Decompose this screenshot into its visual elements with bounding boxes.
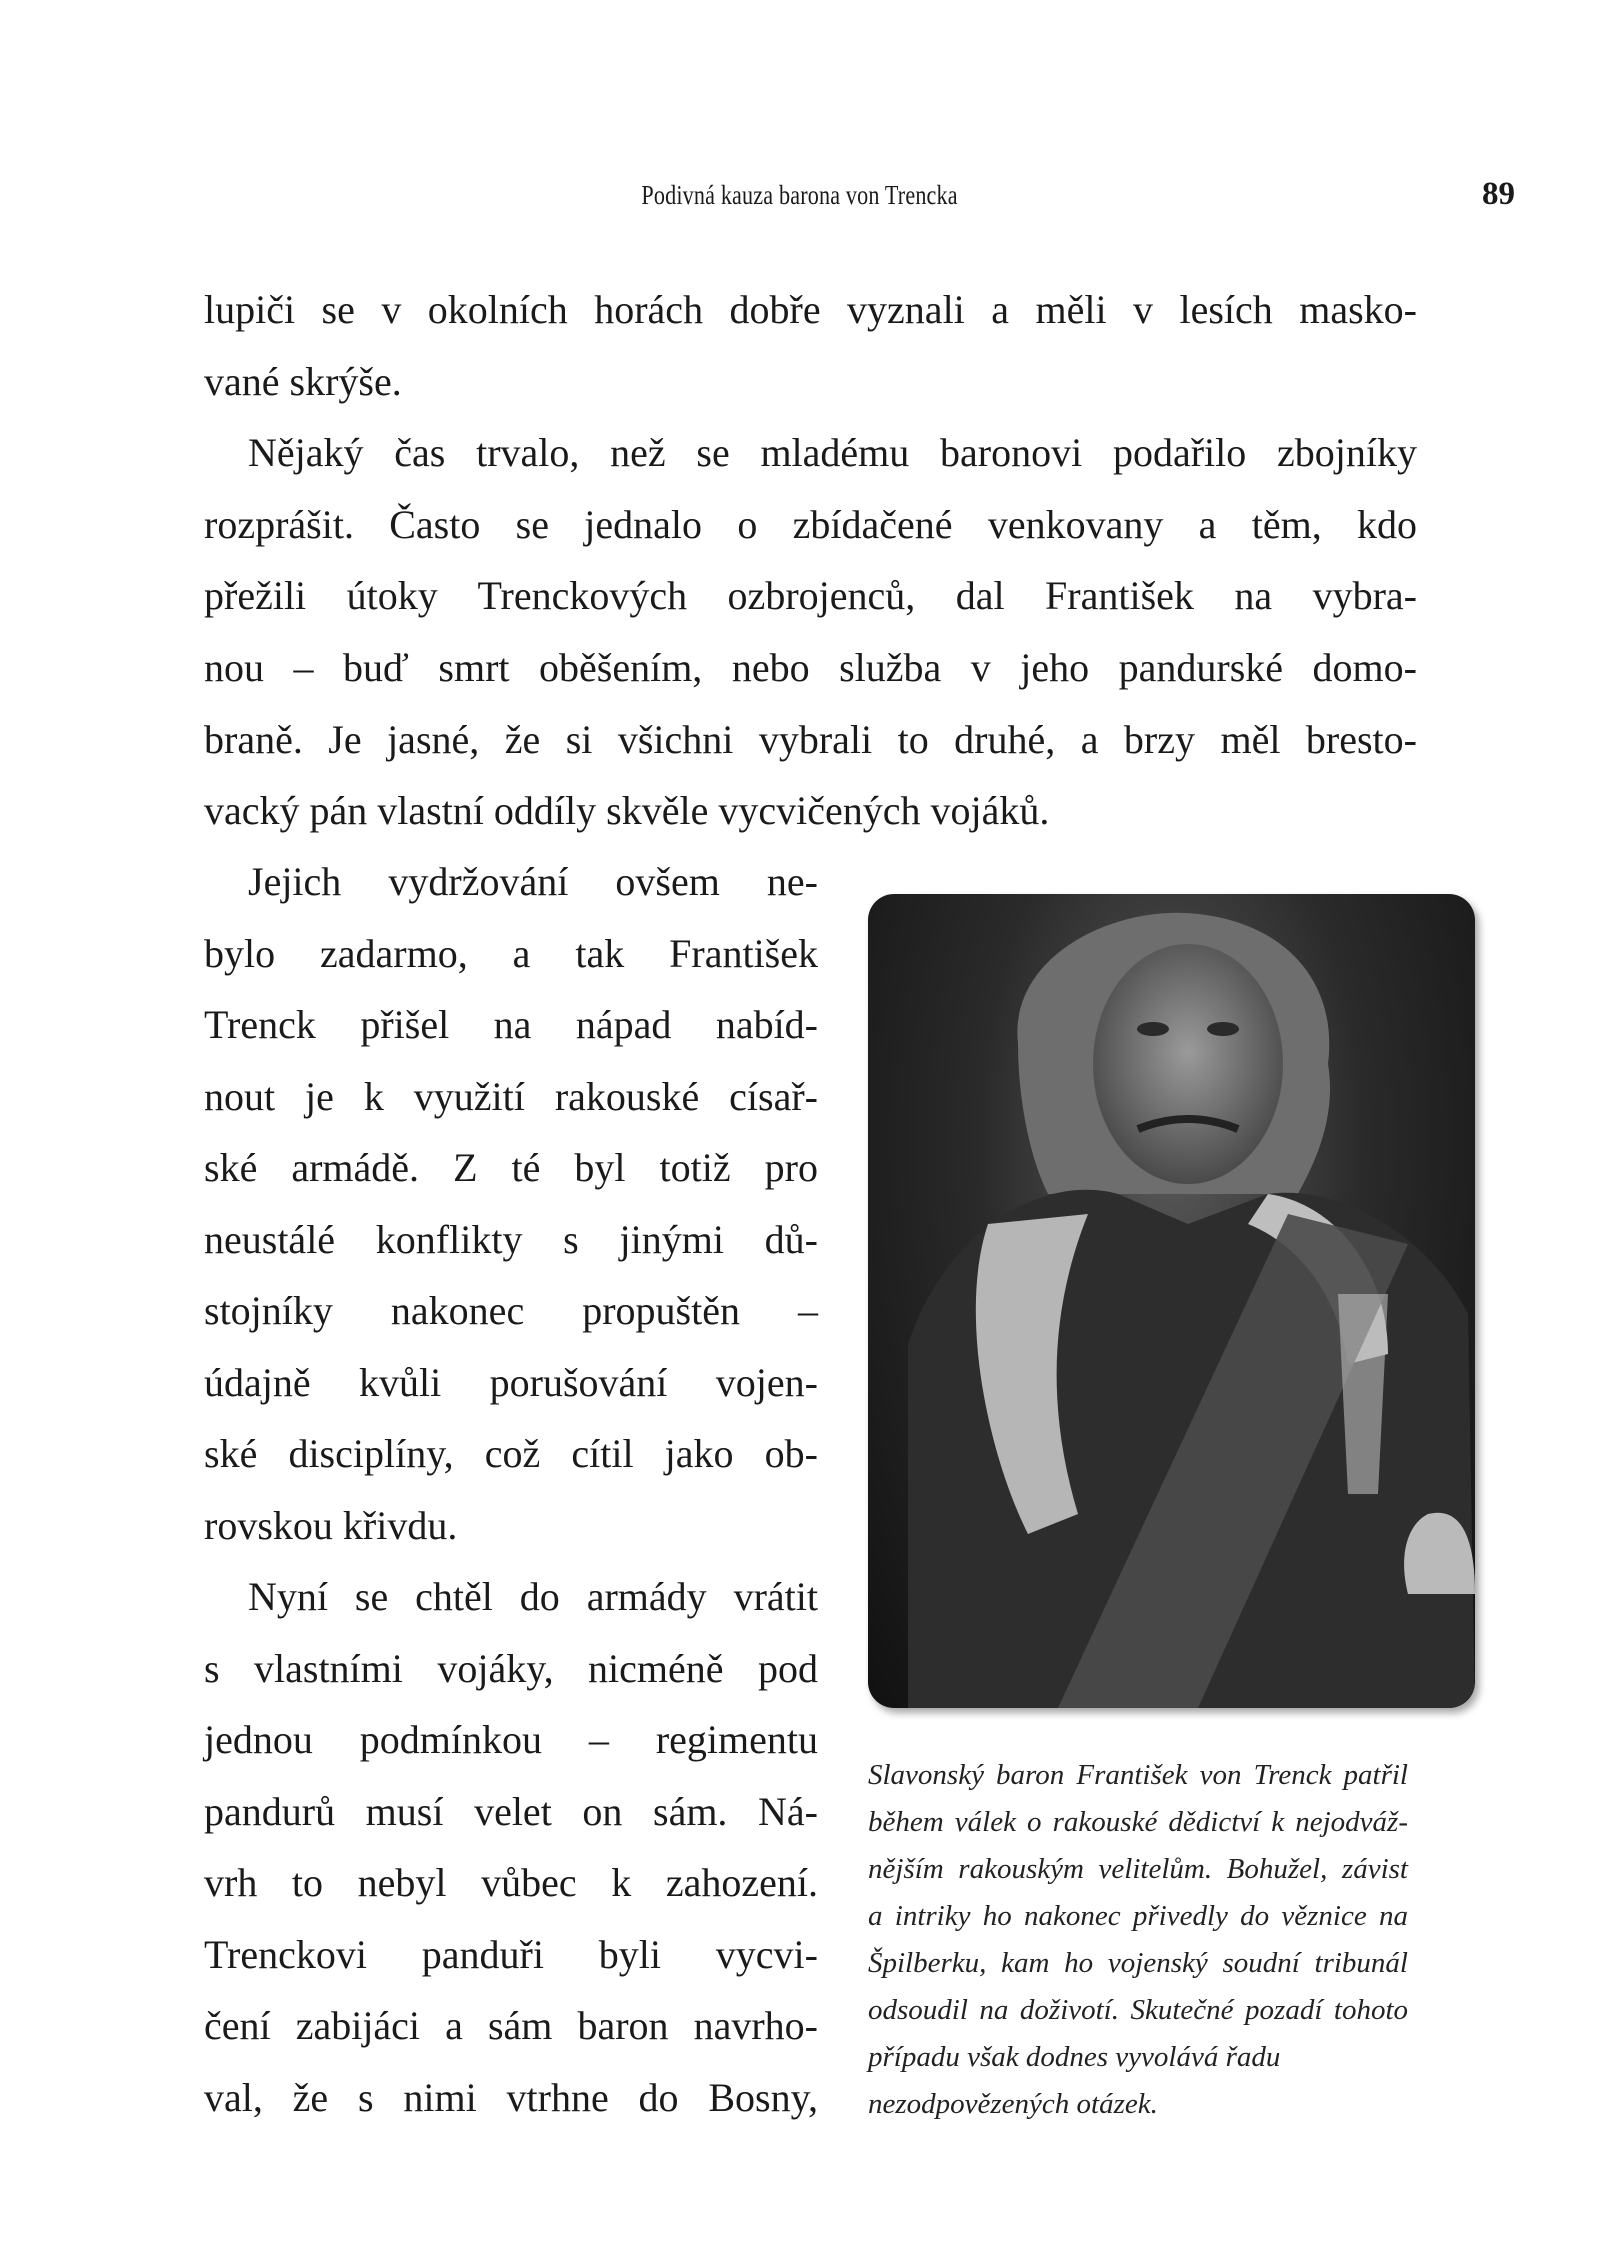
text-line: ské armádě. Z té byl totiž pro xyxy=(204,1145,818,1190)
text-line: Trenck přišel na nápad nabíd- xyxy=(204,1002,818,1047)
text-line: lupiči se v okolních horách dobře vyznali a měli v lesích masko- xyxy=(204,287,1417,332)
running-title: Podivná kauza barona von Trencka xyxy=(641,180,958,210)
page-number: 89 xyxy=(1482,176,1515,212)
text-line: bylo zadarmo, a tak František xyxy=(204,930,818,976)
text-line: vrh to nebyl vůbec k zahození. xyxy=(204,1860,818,1905)
text-line: jednou podmínkou – regimentu xyxy=(204,1717,818,1762)
text-line: s vlastními vojáky, nicméně pod xyxy=(204,1645,818,1691)
text-line: údajně kvůli porušování vojen- xyxy=(204,1359,818,1405)
text-line: stojníky nakonec propuštěn – xyxy=(204,1288,818,1333)
text-line: čení zabijáci a sám baron navrho- xyxy=(204,2003,818,2048)
caption-line: Slavonský baron František von Trenck patřil xyxy=(868,1759,1408,1791)
text-line: vacký pán vlastní oddíly skvěle vycvičených vojáků. xyxy=(204,788,1050,834)
caption-line: odsoudil na doživotí. Skutečné pozadí tohoto xyxy=(868,1994,1408,2026)
portrait-image xyxy=(868,894,1475,1708)
caption-line: a intriky ho nakonec přivedly do věznice na xyxy=(868,1900,1408,1932)
text-line: ské disciplíny, což cítil jako ob- xyxy=(204,1431,818,1476)
text-line: Trenckovi panduři byli vycvi- xyxy=(204,1931,818,1977)
text-line: neustálé konflikty s jinými dů- xyxy=(204,1216,818,1262)
text-line: Jejich vydržování ovšem ne- xyxy=(248,859,818,904)
caption-line: během válek o rakouské dědictví k nejodváž- xyxy=(868,1806,1408,1838)
caption-line: Špilberku, kam ho vojenský soudní tribunál xyxy=(868,1947,1408,1979)
caption-line: případu však dodnes vyvolává řadu xyxy=(868,2041,1281,2073)
text-line: rozprášit. Často se jednalo o zbídačené venkovany a těm, kdo xyxy=(204,501,1417,547)
caption-line: nezodpovězených otázek. xyxy=(868,2088,1158,2120)
text-line: val, že s nimi vtrhne do Bosny, xyxy=(204,2074,818,2120)
text-line: nou – buď smrt oběšením, nebo služba v jeho pandurské domo- xyxy=(204,645,1417,690)
text-line: Nyní se chtěl do armády vrátit xyxy=(248,1574,818,1619)
caption-line: nějším rakouským velitelům. Bohužel, závist xyxy=(868,1853,1408,1885)
text-line: Nějaký čas trvalo, než se mladému baronovi podařilo zbojníky xyxy=(248,430,1417,476)
text-line: pandurů musí velet on sám. Ná- xyxy=(204,1788,818,1834)
text-line: nout je k využití rakouské císař- xyxy=(204,1073,818,1119)
text-line: braně. Je jasné, že si všichni vybrali to druhé, a brzy měl bresto- xyxy=(204,716,1417,762)
text-line: vané skrýše. xyxy=(204,358,402,404)
text-line: rovskou křivdu. xyxy=(204,1502,458,1548)
text-line: přežili útoky Trenckových ozbrojenců, dal František na vybra- xyxy=(204,573,1417,619)
